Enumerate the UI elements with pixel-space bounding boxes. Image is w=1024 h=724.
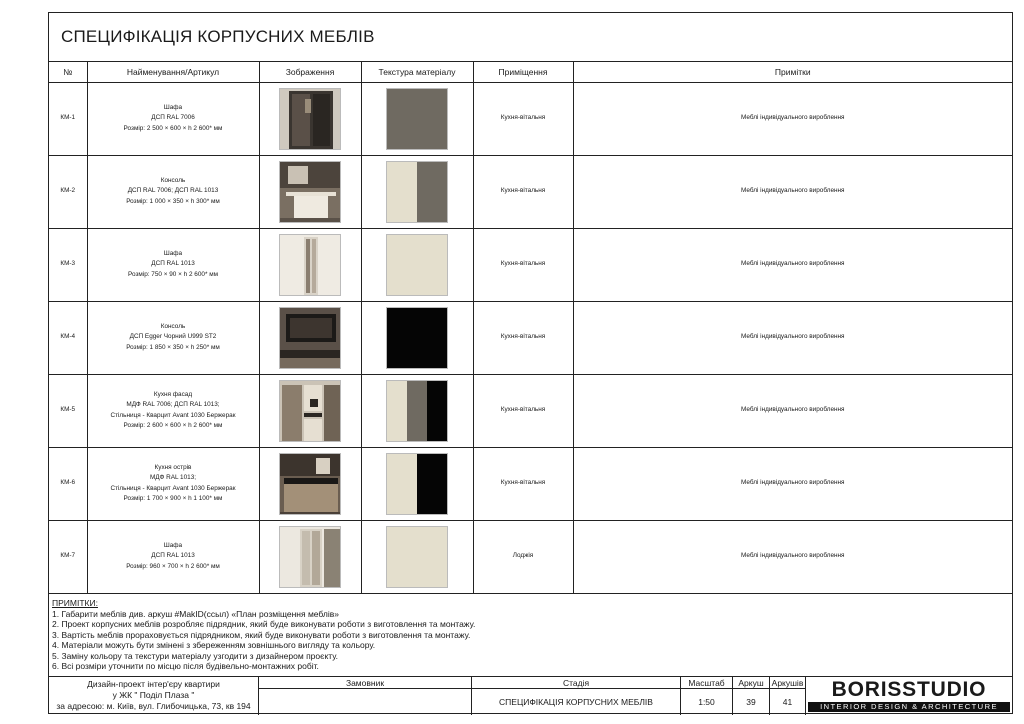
col-texture: Текстура матеріалу xyxy=(361,62,473,82)
item-room: Кухня-вітальня xyxy=(473,228,573,301)
sheets-cell xyxy=(769,677,805,715)
note-line: 6. Всі розміри уточнити по місцю після будівельно-монтажних робіт. xyxy=(52,661,319,671)
item-name-line: Розмір: 960 × 700 × h 2 600* мм xyxy=(126,562,220,570)
console-photo xyxy=(279,161,341,223)
item-note: Меблі індивідуального вироблення xyxy=(573,155,1012,228)
stage-label: Стадія xyxy=(472,677,680,689)
item-name-line: ДСП RAL 7006; ДСП RAL 1013 xyxy=(127,187,219,195)
col-room: Приміщення xyxy=(473,62,573,82)
note-line: 1. Габарити меблів див. аркуш #MakID(ссыл) «План розміщення меблів» xyxy=(52,608,339,619)
item-name-line: Розмір: 2 500 × 600 × h 2 600* мм xyxy=(123,124,223,132)
item-name-line: Розмір: 1 850 × 350 × h 250* мм xyxy=(126,343,220,351)
item-name xyxy=(87,82,259,155)
notes-block xyxy=(49,593,1012,676)
item-name-line: МДФ RAL 1013; xyxy=(149,474,197,482)
table-row xyxy=(49,301,1012,374)
sheet-label: Аркуш xyxy=(733,677,769,689)
item-room: Кухня-вітальня xyxy=(473,301,573,374)
table-row xyxy=(49,228,1012,301)
note-line: 5. Заміну кольору та текстури матеріалу узгодити з дизайнером проєкту. xyxy=(52,650,339,661)
customer-cell xyxy=(258,677,471,715)
item-room: Кухня-вітальня xyxy=(473,374,573,447)
swatch-color xyxy=(417,162,447,222)
item-name-line: Кухня острів xyxy=(154,464,192,471)
item-name xyxy=(87,520,259,593)
project-line: у ЖК " Поділ Плаза " xyxy=(112,690,195,700)
table-row xyxy=(49,520,1012,593)
item-name-line: ДСП RAL 1013 xyxy=(151,552,195,560)
item-texture-cell xyxy=(361,228,473,301)
item-room: Кухня-вітальня xyxy=(473,82,573,155)
item-name-line: Консоль xyxy=(160,323,186,331)
studio-logo xyxy=(805,677,1012,715)
item-code: КМ-5 xyxy=(49,374,87,447)
item-note: Меблі індивідуального вироблення xyxy=(573,228,1012,301)
title-stamp xyxy=(49,676,1012,714)
swatch-color xyxy=(387,235,447,295)
tv-console-photo xyxy=(279,307,341,369)
swatch-color xyxy=(387,162,417,222)
loggia-wardrobe-photo xyxy=(279,526,341,588)
item-name-line: Розмір: 1 700 × 900 × h 1 100* мм xyxy=(123,494,223,502)
item-image-cell xyxy=(259,155,361,228)
table-row xyxy=(49,82,1012,155)
item-note: Меблі індивідуального вироблення xyxy=(573,82,1012,155)
sheets-label: Аркушів xyxy=(771,678,804,688)
narrow-wardrobe-photo xyxy=(279,234,341,296)
item-name xyxy=(87,447,259,520)
swatch-color xyxy=(427,381,447,441)
col-name: Найменування/Артикул xyxy=(87,62,259,82)
material-swatch xyxy=(386,234,448,296)
item-name-line: ДСП RAL 7006 xyxy=(151,114,195,122)
page-title: СПЕЦИФІКАЦІЯ КОРПУСНИХ МЕБЛІВ xyxy=(61,27,375,46)
stage-value: СПЕЦИФІКАЦІЯ КОРПУСНИХ МЕБЛІВ xyxy=(499,697,653,707)
item-code: КМ-7 xyxy=(49,520,87,593)
swatch-color xyxy=(387,89,447,149)
item-room: Лоджія xyxy=(473,520,573,593)
item-image-cell xyxy=(259,520,361,593)
swatch-color xyxy=(417,454,447,514)
wardrobe-photo xyxy=(279,88,341,150)
title-block xyxy=(49,13,1012,62)
item-name-line: Розмір: 750 × 90 × h 2 600* мм xyxy=(127,270,219,278)
customer-value xyxy=(259,689,471,715)
logo-wordmark: BORISSTUDIO xyxy=(831,678,987,701)
item-texture-cell xyxy=(361,82,473,155)
note-line: 2. Проект корпусних меблів розробляє підрядник, який буде виконувати роботи з виготовлення та монтажу. xyxy=(52,619,476,629)
scale-label: Масштаб xyxy=(681,677,732,689)
item-texture-cell xyxy=(361,374,473,447)
item-code: КМ-2 xyxy=(49,155,87,228)
customer-label: Замовник xyxy=(259,677,471,689)
item-texture-cell xyxy=(361,447,473,520)
item-name-line: Розмір: 2 600 × 600 × h 2 600* мм xyxy=(123,421,223,429)
col-image: Зображення xyxy=(259,62,361,82)
spec-table xyxy=(49,62,1012,594)
sheet-value: 39 xyxy=(746,697,756,707)
item-name-line: Стільниця - Кварцит Avant 1030 Бержерак xyxy=(110,484,236,492)
item-name-line: ДСП RAL 1013 xyxy=(151,260,195,268)
stage-cell xyxy=(471,677,680,715)
col-number: № xyxy=(49,62,87,82)
item-name xyxy=(87,155,259,228)
item-image-cell xyxy=(259,374,361,447)
item-texture-cell xyxy=(361,301,473,374)
item-name-line: ДСП Egger Чорний U999 ST2 xyxy=(129,333,217,341)
swatch-color xyxy=(387,527,447,587)
project-line: Дизайн-проект інтер'єру квартири xyxy=(87,679,220,689)
scale-cell xyxy=(680,677,732,715)
item-name-line: Шафа xyxy=(163,250,183,258)
item-name-line: Розмір: 1 000 × 350 × h 300* мм xyxy=(126,197,220,205)
item-note: Меблі індивідуального вироблення xyxy=(573,520,1012,593)
item-code: КМ-6 xyxy=(49,447,87,520)
col-notes: Примітки xyxy=(573,62,1012,82)
item-image-cell xyxy=(259,82,361,155)
table-row xyxy=(49,447,1012,520)
material-swatch xyxy=(386,526,448,588)
item-texture-cell xyxy=(361,520,473,593)
note-line: 4. Матеріали можуть бути змінені з збереженням зовнішнього вигляду та кольору. xyxy=(52,640,376,650)
item-note: Меблі індивідуального вироблення xyxy=(573,447,1012,520)
swatch-color xyxy=(387,381,407,441)
project-info xyxy=(49,677,258,715)
material-swatch xyxy=(386,88,448,150)
item-name xyxy=(87,228,259,301)
item-name-line: Консоль xyxy=(160,177,186,185)
item-image-cell xyxy=(259,447,361,520)
item-name-line: Шафа xyxy=(163,542,183,550)
item-name-line: МДФ RAL 7006; ДСП RAL 1013; xyxy=(126,401,220,409)
material-swatch xyxy=(386,307,448,369)
project-line: за адресою: м. Київ, вул. Глибочицька, 73, кв 194 xyxy=(56,701,251,711)
swatch-color xyxy=(387,454,417,514)
item-note: Меблі індивідуального вироблення xyxy=(573,374,1012,447)
swatch-color xyxy=(387,308,447,368)
sheets-value: 41 xyxy=(782,697,793,707)
item-code: КМ-4 xyxy=(49,301,87,374)
item-name-line: Стільниця - Кварцит Avant 1030 Бержерак xyxy=(110,411,236,419)
item-name-line: Кухня фасад xyxy=(153,391,193,398)
kitchen-photo xyxy=(279,380,341,442)
sheet-cell xyxy=(732,677,769,715)
drawing-sheet xyxy=(48,12,1013,714)
item-name-line: Шафа xyxy=(163,104,183,112)
item-room: Кухня-вітальня xyxy=(473,155,573,228)
table-row xyxy=(49,374,1012,447)
notes-heading: ПРИМІТКИ: xyxy=(52,598,98,608)
table-header-row xyxy=(49,62,1012,82)
item-code: КМ-3 xyxy=(49,228,87,301)
logo-tagline: INTERIOR DESIGN & ARCHITECTURE xyxy=(808,702,1010,712)
table-row xyxy=(49,155,1012,228)
material-swatch xyxy=(386,161,448,223)
swatch-color xyxy=(407,381,427,441)
item-name xyxy=(87,374,259,447)
note-line: 3. Вартість меблів прораховується підрядником, який буде виконувати роботи з виготовлення та монтажу. xyxy=(52,629,471,640)
item-code: КМ-1 xyxy=(49,82,87,155)
kitchen-island-photo xyxy=(279,453,341,515)
item-room: Кухня-вітальня xyxy=(473,447,573,520)
item-note: Меблі індивідуального вироблення xyxy=(573,301,1012,374)
item-image-cell xyxy=(259,301,361,374)
material-swatch xyxy=(386,453,448,515)
item-image-cell xyxy=(259,228,361,301)
item-name xyxy=(87,301,259,374)
scale-value: 1:50 xyxy=(698,697,715,707)
material-swatch xyxy=(386,380,448,442)
item-texture-cell xyxy=(361,155,473,228)
